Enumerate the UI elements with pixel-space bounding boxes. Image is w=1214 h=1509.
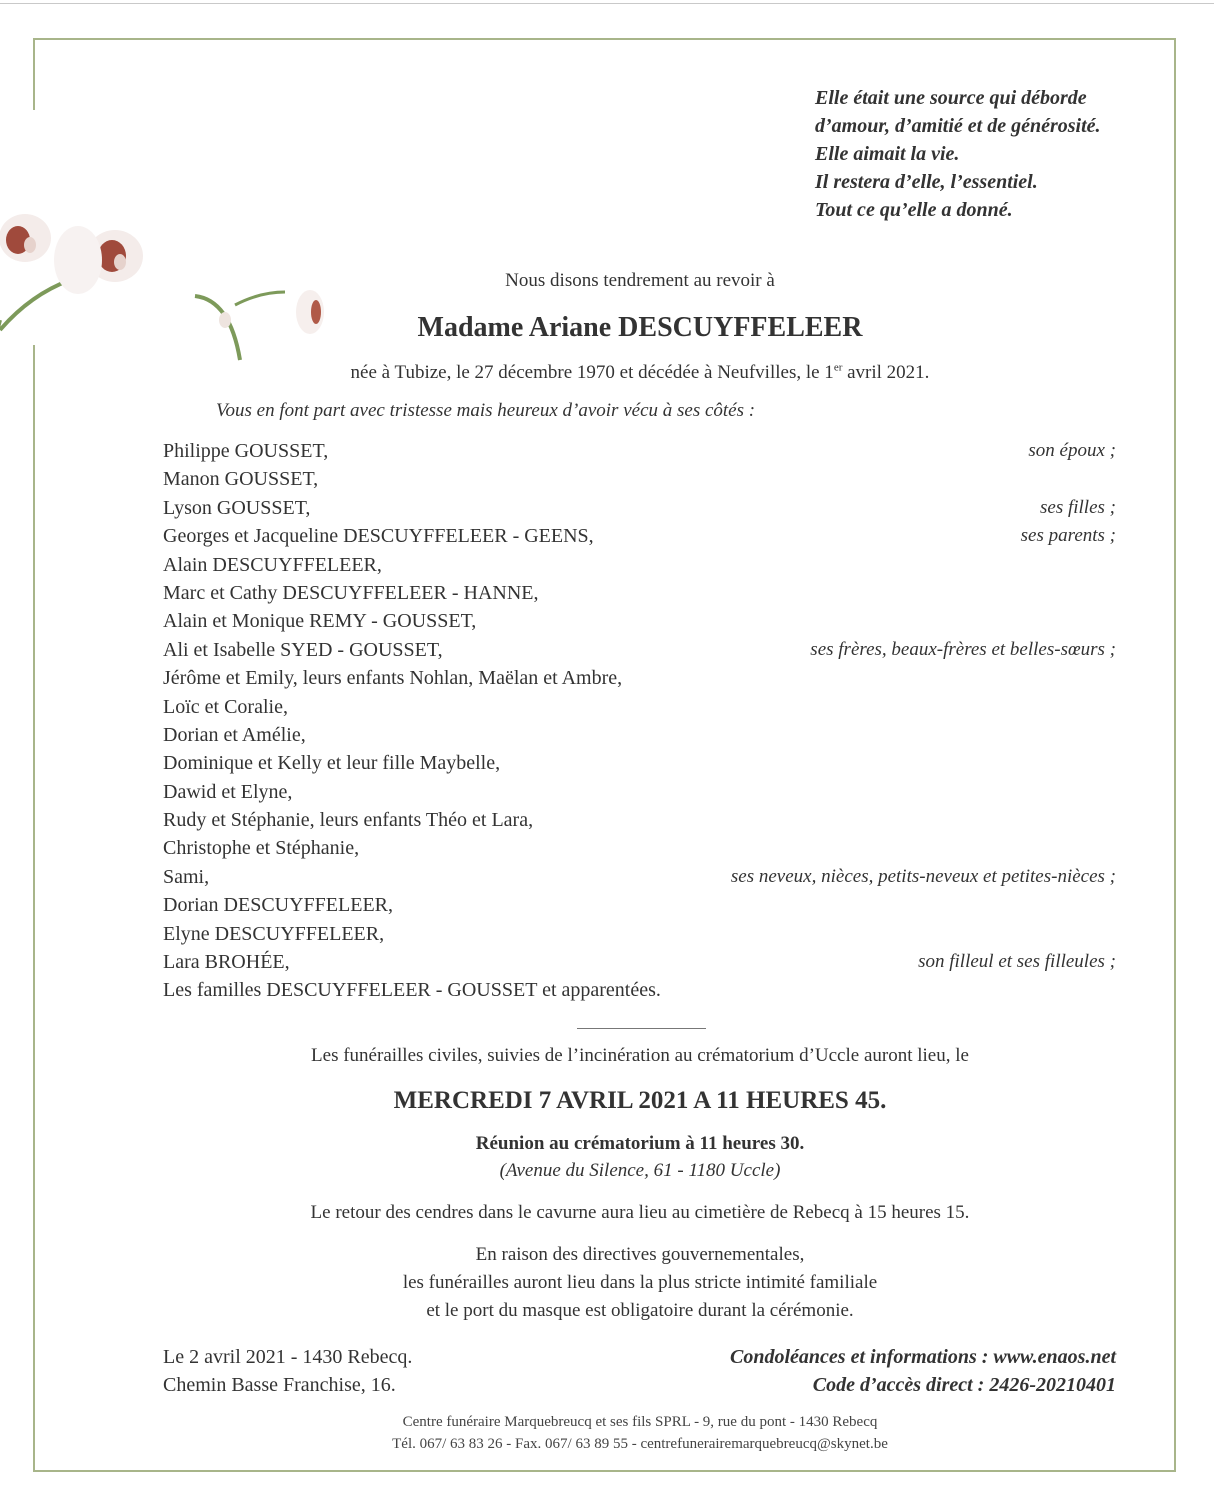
- family-member: Dorian et Amélie,: [163, 723, 306, 746]
- family-relation: ses filles ;: [1040, 496, 1116, 518]
- family-member: Loïc et Coralie,: [163, 695, 288, 718]
- born-suffix: avril 2021.: [842, 362, 930, 383]
- condolences-link: Condoléances et informations : www.enaos.net: [730, 1346, 1116, 1368]
- family-row: [163, 806, 1116, 834]
- family-list: [163, 437, 1116, 1005]
- family-member: Alain DESCUYFFELEER,: [163, 553, 382, 576]
- family-relation: son filleul et ses filleules ;: [918, 951, 1116, 973]
- birth-death-line: [0, 362, 1214, 384]
- family-member: Rudy et Stéphanie, leurs enfants Théo et Lara,: [163, 809, 534, 832]
- address-line: Chemin Basse Franchise, 16.: [163, 1374, 396, 1396]
- epitaph-poem: [815, 84, 1145, 224]
- crematorium-address: (Avenue du Silence, 61 - 1180 Uccle): [499, 1160, 781, 1181]
- funeral-home-footer: [0, 1411, 1214, 1455]
- family-row: [163, 976, 1116, 1004]
- family-relation: ses neveux, nièces, petits-neveux et petites-nièces ;: [730, 865, 1116, 887]
- poem-line: d’amour, d’amitié et de générosité.: [815, 115, 1101, 137]
- place-line: Le 2 avril 2021 - 1430 Rebecq.: [163, 1346, 413, 1368]
- family-member: Sami,: [163, 865, 210, 888]
- family-member: Dominique et Kelly et leur fille Maybelle,: [163, 752, 501, 775]
- condolences-info: [730, 1343, 1116, 1399]
- family-row: [163, 891, 1116, 919]
- separator-line: [577, 1028, 706, 1029]
- footer-contact: Tél. 067/ 63 83 26 - Fax. 067/ 63 89 55 - centrefunerairemarquebreucq@skynet.be: [392, 1436, 888, 1452]
- family-member: Elyne DESCUYFFELEER,: [163, 922, 385, 945]
- ashes-return: Le retour des cendres dans le cavurne aura lieu au cimetière de Rebecq à 15 heures 15.: [310, 1202, 970, 1223]
- family-intro: Vous en font part avec tristesse mais heureux d’avoir vécu à ses côtés :: [216, 400, 756, 421]
- family-relation: ses frères, beaux-frères et belles-sœurs ;: [810, 638, 1116, 660]
- family-row: [163, 834, 1116, 862]
- family-row: [163, 551, 1116, 579]
- family-member: Les familles DESCUYFFELEER - GOUSSET et apparentées.: [163, 979, 661, 1002]
- family-member: Christophe et Stéphanie,: [163, 837, 360, 860]
- footer-line: Centre funéraire Marquebreucq et ses fils SPRL - 9, rue du pont - 1430 Rebecq: [402, 1414, 878, 1430]
- family-row: [163, 721, 1116, 749]
- family-member: Ali et Isabelle SYED - GOUSSET,: [163, 638, 443, 661]
- poem-line: Elle aimait la vie.: [815, 143, 960, 165]
- poem-line: Elle était une source qui déborde: [815, 87, 1087, 109]
- family-member: Philippe GOUSSET,: [163, 440, 329, 462]
- family-member: Dawid et Elyne,: [163, 780, 293, 803]
- family-member: Alain et Monique REMY - GOUSSET,: [163, 610, 477, 633]
- family-row: [163, 465, 1116, 493]
- family-member: Dorian DESCUYFFELEER,: [163, 894, 393, 917]
- covid-notice: [0, 1241, 1214, 1325]
- family-member: Manon GOUSSET,: [163, 468, 319, 491]
- family-row: [163, 437, 1116, 465]
- family-row: [163, 749, 1116, 777]
- family-row: [163, 863, 1116, 891]
- family-row: [163, 920, 1116, 948]
- funeral-date: MERCREDI 7 AVRIL 2021 A 11 HEURES 45.: [393, 1087, 887, 1114]
- poem-line: Il restera d’elle, l’essentiel.: [815, 171, 1038, 193]
- family-row: [163, 607, 1116, 635]
- deceased-name: Madame Ariane DESCUYFFELEER: [417, 312, 863, 343]
- family-member: Marc et Cathy DESCUYFFELEER - HANNE,: [163, 581, 539, 604]
- covid-line: les funérailles auront lieu dans la plus stricte intimité familiale: [402, 1272, 878, 1293]
- family-row: [163, 778, 1116, 806]
- born-superscript: er: [833, 361, 843, 374]
- family-relation: son époux ;: [1028, 440, 1116, 461]
- family-row: [163, 693, 1116, 721]
- family-row: [163, 522, 1116, 550]
- meeting-time: Réunion au crématorium à 11 heures 30.: [475, 1133, 805, 1154]
- funeral-intro: Les funérailles civiles, suivies de l’incinération au crématorium d’Uccle auront lieu, le: [311, 1045, 969, 1066]
- family-member: Georges et Jacqueline DESCUYFFELEER - GEENS,: [163, 525, 594, 548]
- farewell-line: Nous disons tendrement au revoir à: [505, 270, 775, 291]
- family-row: [163, 494, 1116, 522]
- family-row: [163, 664, 1116, 692]
- family-row: [163, 636, 1116, 664]
- family-member: Lara BROHÉE,: [163, 951, 290, 974]
- poem-line: Tout ce qu’elle a donné.: [815, 199, 1013, 221]
- family-row: [163, 579, 1116, 607]
- top-scan-line: [0, 3, 1214, 4]
- covid-line: En raison des directives gouvernementales,: [475, 1244, 805, 1265]
- family-relation: ses parents ;: [1020, 525, 1116, 547]
- access-code: Code d’accès direct : 2426-20210401: [812, 1374, 1116, 1396]
- covid-line: et le port du masque est obligatoire durant la cérémonie.: [426, 1300, 854, 1321]
- born-prefix: née à Tubize, le 27 décembre 1970 et décédée à Neufvilles, le 1: [350, 362, 834, 383]
- family-member: Jérôme et Emily, leurs enfants Nohlan, Maëlan et Ambre,: [163, 667, 623, 690]
- family-member: Lyson GOUSSET,: [163, 496, 311, 519]
- place-and-date: [163, 1343, 412, 1399]
- family-row: [163, 948, 1116, 976]
